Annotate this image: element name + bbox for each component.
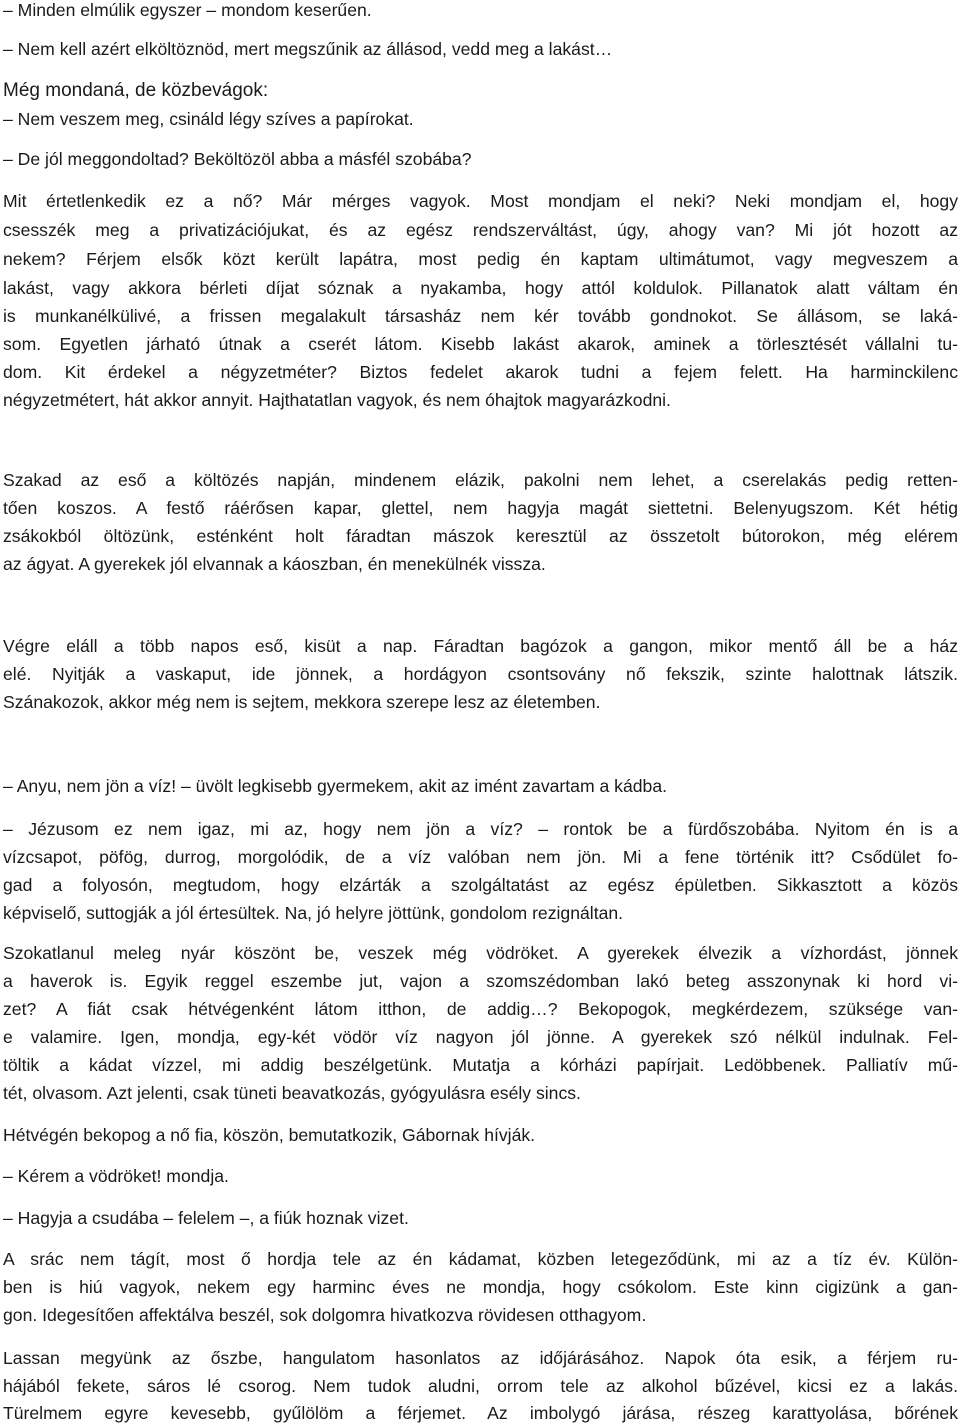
text-line: lakást, vagy akkora bérleti díjat sóznak a nyakamba, hogy attól koldulok. Pillanatok alatt váltam én <box>3 278 958 298</box>
text-line: csesszék meg a privatizációjukat, és az egész rendszerváltást, úgy, ahogy van? Mi jót hozott az <box>3 220 958 240</box>
text-line: töltik a kádat vízzel, mi addig beszélgetünk. Mutatja a kórházi papírjait. Ledöbbenek. Palliatív mű- <box>3 1055 958 1075</box>
text-line: – Nem kell azért elköltöznöd, mert megszűnik az állásod, vedd meg a lakást… <box>3 39 613 59</box>
text-line: négyzetmétert, hát akkor annyit. Hajthatatlan vagyok, és nem óhajtok magyarázkodni. <box>3 390 671 410</box>
text-line: tét, olvasom. Azt jelenti, csak tüneti beavatkozás, gyógyulásra esély sincs. <box>3 1083 581 1103</box>
text-line: som. Egyetlen járható útnak a cserét látom. Kisebb lakást akarok, aminek a törlesztését vállalni tu- <box>3 334 958 354</box>
text-line: – Kérem a vödröket! mondja. <box>3 1166 229 1186</box>
text-line: Szokatlanul meleg nyár köszönt be, veszek még vödröket. A gyerekek élvezik a vízhordást, jönnek <box>3 943 958 963</box>
text-line: tően koszos. A festő ráérősen kapar, glettel, nem hagyja magát siettetni. Belenyugszom. Két hétig <box>3 498 958 518</box>
text-line: Végre eláll a több napos eső, kisüt a nap. Fáradtan bagózok a gangon, mikor mentő áll be a ház <box>3 636 958 656</box>
text-line: – De jól meggondoltad? Beköltözöl abba a másfél szobába? <box>3 149 472 169</box>
text-line: Szánakozok, akkor még nem is sejtem, mekkora szerepe lesz az életemben. <box>3 692 601 712</box>
text-line: nekem? Férjem elsők közt került lapátra, most pedig én kaptam ultimátumot, vagy megveszem a <box>3 249 958 269</box>
text-line: zsákokból öltözünk, esténként holt fáradtan mászok keresztül az összetolt bútorokon, még elérem <box>3 526 958 546</box>
text-line: képviselő, suttogják a jól értesültek. Na, jó helyre jöttünk, gondolom rezignáltan. <box>3 903 624 923</box>
text-line: e valamire. Igen, mondja, egy-két vödör víz nagyon jól jönne. A gyerekek szó nélkül indulnak. Fel- <box>3 1027 958 1047</box>
text-line: – Jézusom ez nem igaz, mi az, hogy nem jön a víz? – rontok be a fürdőszobába. Nyitom én is a <box>3 819 958 839</box>
text-line: hájából fekete, sáros lé csorog. Nem tudok aludni, orrom tele az alkohol bűzével, kicsi ez a lakás. <box>3 1376 958 1396</box>
text-line: – Anyu, nem jön a víz! – üvölt legkisebb gyermekem, akit az imént zavartam a kádba. <box>3 776 668 796</box>
text-line: is munkanélkülivé, a frissen megalakult társasház nem kér tovább gondnokot. Se állásom, se laká- <box>3 306 958 326</box>
text-line: – Hagyja a csudába – felelem –, a fiúk hoznak vizet. <box>3 1208 409 1228</box>
text-line: az ágyat. A gyerekek jól elvannak a káoszban, én menekülnék vissza. <box>3 554 546 574</box>
text-line: zet? A fiát csak hétvégenként látom itthon, de addig…? Bekopogok, megkérdezem, szüksége van- <box>3 999 958 1019</box>
text-line: elé. Nyitják a vaskaput, ide jönnek, a hordágyon csontsovány nő fekszik, szinte halottnak látszik. <box>3 664 958 684</box>
text-line: Türelmem egyre kevesebb, gyűlölöm a férjemet. Az imbolygó járása, részeg karattyolása, bőrének <box>3 1403 958 1423</box>
text-line: – Nem veszem meg, csináld légy szíves a papírokat. <box>3 109 414 129</box>
text-line: a haverok is. Egyik reggel eszembe jut, vajon a szomszédomban lakó beteg asszonynak ki hord vi- <box>3 971 958 991</box>
text-line: gon. Idegesítően affektálva beszél, sok dolgomra hivatkozva rövidesen otthagyom. <box>3 1305 647 1325</box>
text-line: A srác nem tágít, most ő hordja tele az én kádamat, közben letegeződünk, mi az a tíz év. Külön- <box>3 1249 958 1269</box>
text-line: Szakad az eső a költözés napján, mindenem elázik, pakolni nem lehet, a cserelakás pedig retten- <box>3 470 958 490</box>
text-line: – Minden elmúlik egyszer – mondom keserűen. <box>3 0 372 20</box>
text-line: Hétvégén bekopog a nő fia, köszön, bemutatkozik, Gábornak hívják. <box>3 1125 536 1145</box>
text-line: Még mondaná, de közbevágok: <box>3 80 269 101</box>
text-line: ben is hiú vagyok, nekem egy harminc éves ne mondja, hogy csókolom. Este kinn cigizünk a gan- <box>3 1277 958 1297</box>
text-line: Lassan megyünk az őszbe, hangulatom hasonlatos az időjárásához. Napok óta esik, a férjem ru- <box>3 1348 958 1368</box>
text-line: vízcsapot, pöfög, durrog, morgolódik, de a víz valóban nem jön. Mi a fene történik itt? Csődület fo- <box>3 847 958 867</box>
text-line: gad a folyosón, megtudom, hogy elzárták a szolgáltatást az egész épületben. Sikkasztott a közös <box>3 875 958 895</box>
text-line: dom. Kit érdekel a négyzetméter? Biztos fedelet akarok tudni a fejem felett. Ha harminckilenc <box>3 362 958 382</box>
text-line: Mit értetlenkedik ez a nő? Már mérges vagyok. Most mondjam el neki? Neki mondjam el, hogy <box>3 191 958 211</box>
